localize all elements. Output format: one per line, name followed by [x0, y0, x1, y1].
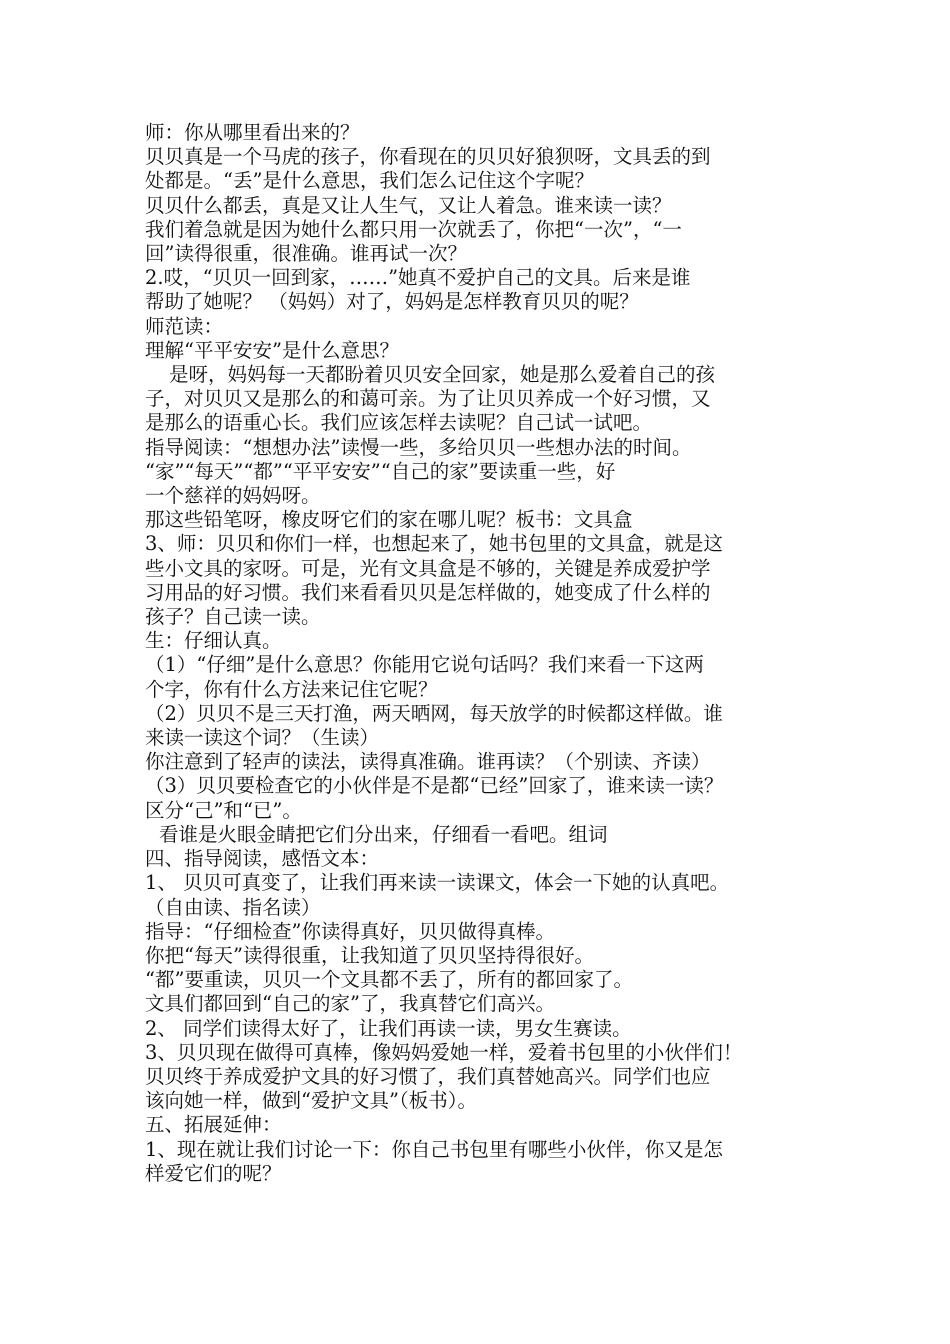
text-line: 处都是。“丢”是什么意思，我们怎么记住这个字呢？	[145, 169, 594, 193]
text-line: 生：仔细认真。	[145, 629, 282, 653]
text-line: 该向她一样，做到“爱护文具”（板书）。	[145, 1089, 477, 1113]
text-line: 个字，你有什么方法来记住它呢？	[145, 677, 438, 701]
document-body	[145, 121, 825, 1186]
text-line: “都”要重读，贝贝一个文具都不丢了，所有的都回家了。	[145, 968, 633, 992]
text-line: 些小文具的家呀。可是，光有文具盒是不够的，关键是养成爱护学	[145, 556, 711, 580]
text-line: 你注意到了轻声的读法，读得真准确。谁再读？（个别读、齐读）	[145, 750, 711, 774]
text-line: 你把“每天”读得很重，让我知道了贝贝坚持得很好。	[145, 943, 594, 967]
text-line: 理解“平平安安”是什么意思？	[145, 338, 399, 362]
text-line: 样爱它们的呢？	[145, 1161, 282, 1185]
text-line: 是那么的语重心长。我们应该怎样去读呢？自己试一试吧。	[145, 411, 653, 435]
text-line: （3）贝贝要检查它的小伙伴是不是都“已经”回家了，谁来读一读？	[145, 774, 724, 798]
text-line: 是呀，妈妈每一天都盼着贝贝安全回家，她是那么爱着自己的孩	[169, 363, 716, 387]
text-line: 1、 贝贝可真变了，让我们再来读一读课文，体会一下她的认真吧。	[145, 871, 730, 895]
text-line: 文具们都回到“自己的家”了，我真替它们高兴。	[145, 992, 555, 1016]
text-line: 1、现在就让我们讨论一下：你自己书包里有哪些小伙伴，你又是怎	[145, 1137, 723, 1161]
section-heading: 五、拓展延伸：	[145, 1113, 282, 1137]
text-line: （1）“仔细”是什么意思？你能用它说句话吗？我们来看一下这两	[145, 653, 704, 677]
text-line: 指导：“仔细检查”你读得真好，贝贝做得真棒。	[145, 919, 555, 943]
text-line: 区分“己”和“已”。	[145, 798, 302, 822]
text-line: 师范读：	[145, 314, 224, 338]
text-line: （2）贝贝不是三天打渔，两天晒网，每天放学的时候都这样做。谁	[145, 701, 723, 725]
text-line: 回”读得很重，很准确。谁再试一次？	[145, 242, 467, 266]
text-line: 帮助了她呢？ （妈妈）对了，妈妈是怎样教育贝贝的呢？	[145, 290, 639, 314]
text-line: 习用品的好习惯。我们来看看贝贝是怎样做的，她变成了什么样的	[145, 580, 711, 604]
text-line: 我们着急就是因为她什么都只用一次就丢了，你把“一次”，“一	[145, 217, 682, 241]
text-line: 2、 同学们读得太好了，让我们再读一读，男女生赛读。	[145, 1016, 632, 1040]
text-line: 贝贝什么都丢，真是又让人生气，又让人着急。谁来读一读？	[145, 193, 672, 217]
text-line: 2.哎，“贝贝一回到家，……”她真不爱护自己的文具。后来是谁	[145, 266, 691, 290]
text-line: 师：你从哪里看出来的？	[145, 121, 360, 144]
text-line: 来读一读这个词？（生读）	[145, 726, 380, 750]
text-line: 子，对贝贝又是那么的和蔼可亲。为了让贝贝养成一个好习惯，又	[145, 387, 711, 411]
text-line: 一个慈祥的妈妈呀。	[145, 484, 321, 508]
text-line: 贝贝终于养成爱护文具的好习惯了，我们真替她高兴。同学们也应	[145, 1064, 711, 1088]
text-line: 贝贝真是一个马虎的孩子，你看现在的贝贝好狼狈呀，文具丢的到	[145, 145, 711, 169]
text-line: 3、师：贝贝和你们一样，也想起来了，她书包里的文具盒，就是这	[145, 532, 723, 556]
text-line: 那这些铅笔呀，橡皮呀它们的家在哪儿呢？板书：文具盒	[145, 508, 633, 532]
text-line: “家”“每天”“都”“平平安安”“自己的家”要读重一些，好	[145, 459, 616, 483]
text-line: 孩子？自己读一读。	[145, 605, 321, 629]
text-line: 指导阅读：“想想办法”读慢一些，多给贝贝一些想办法的时间。	[145, 435, 692, 459]
text-line: 看谁是火眼金睛把它们分出来，仔细看一看吧。组词	[159, 822, 608, 846]
section-heading: 四、指导阅读，感悟文本：	[145, 847, 380, 871]
text-line: 3、贝贝现在做得可真棒，像妈妈爱她一样，爱着书包里的小伙伴们！	[145, 1040, 743, 1064]
text-line: （自由读、指名读）	[145, 895, 321, 919]
